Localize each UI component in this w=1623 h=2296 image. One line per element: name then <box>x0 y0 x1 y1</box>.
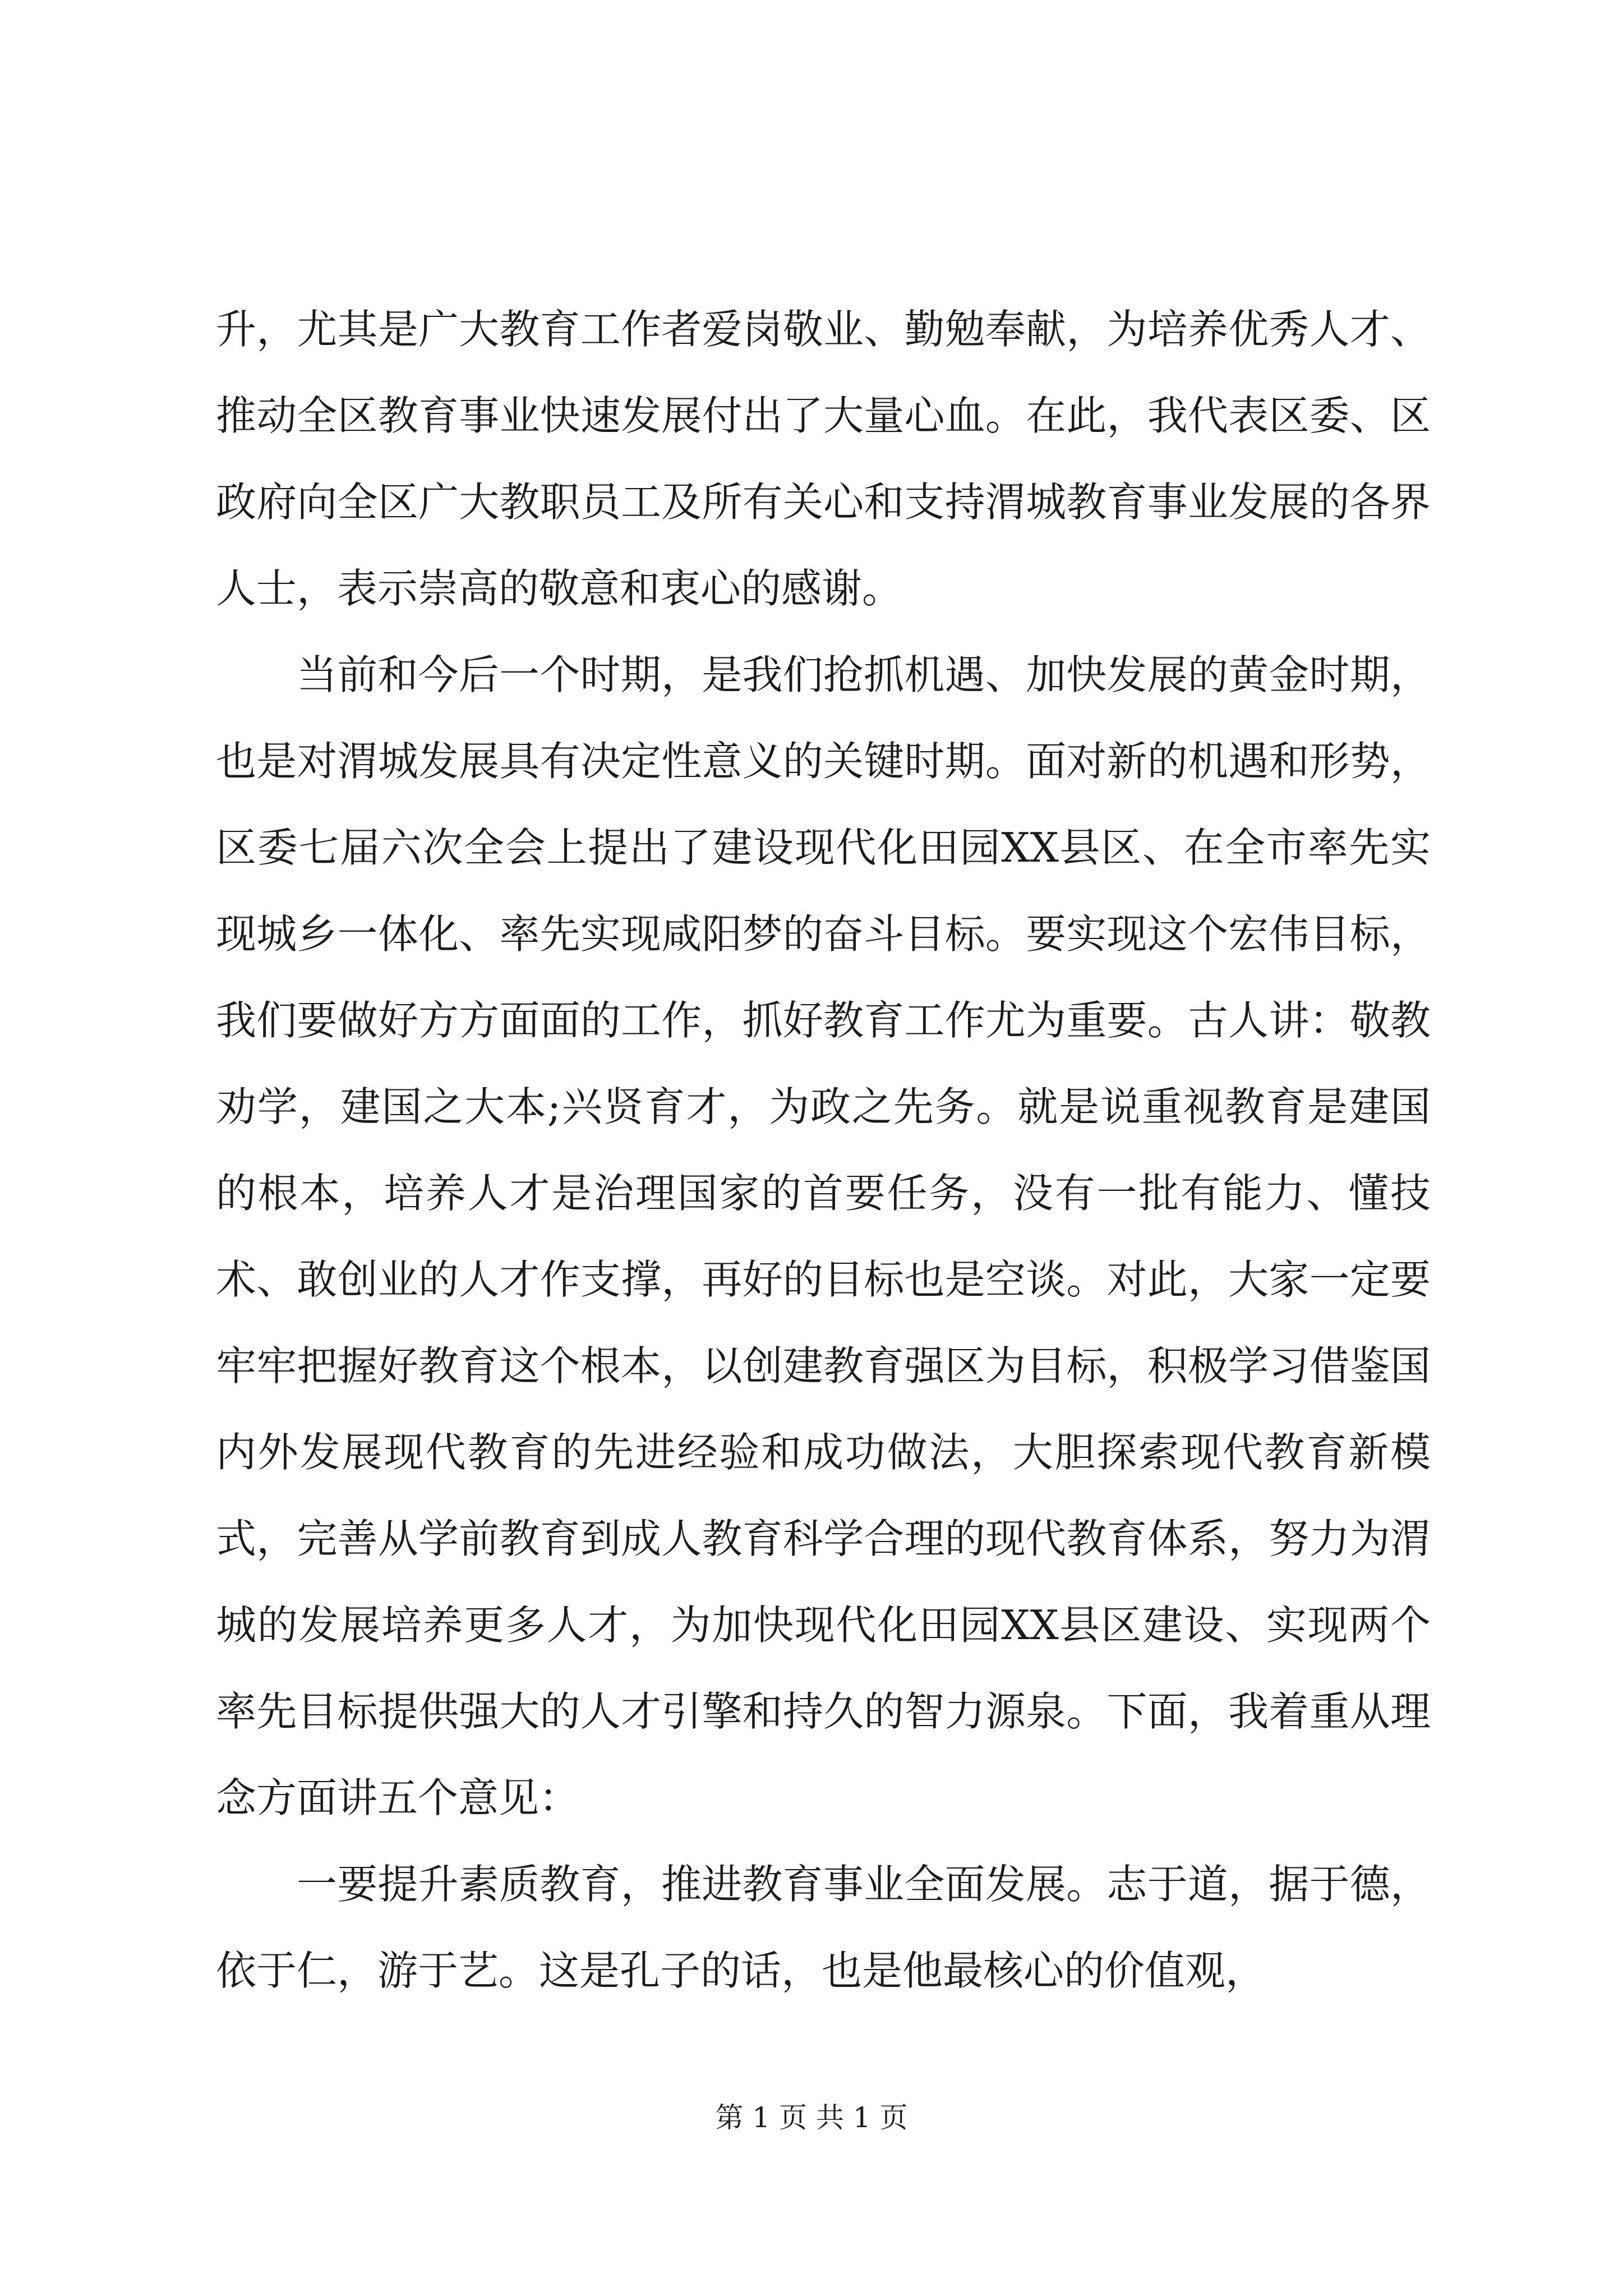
paragraph-1: 升，尤其是广大教育工作者爱岗敬业、勤勉奉献，为培养优秀人才、推动全区教育事业快速发展付出了大量心血。在此，我代表区委、区政府向全区广大教职员工及所有关心和支持渭城教育事业发展的各界人士，表示崇高的敬意和衷心的感谢。 <box>216 306 1431 612</box>
page-number-label: 第 1 页 共 1 页 <box>715 2101 908 2134</box>
paragraph-2: 当前和今后一个时期，是我们抢抓机遇、加快发展的黄金时期，也是对渭城发展具有决定性意义的关键时期。面对新的机遇和形势，区委七届六次全会上提出了建设现代化田园XX县区、在全市率先实现城乡一体化、率先实现咸阳梦的奋斗目标。要实现这个宏伟目标，我们要做好方方面面的工作，抓好教育工作尤为重要。古人讲：敬教劝学，建国之大本;兴贤育才，为政之先务。就是说重视教育是建国的根本，培养人才是治理国家的首要任务，没有一批有能力、懂技术、敢创业的人才作支撑，再好的目标也是空谈。对此，大家一定要牢牢把握好教育这个根本，以创建教育强区为目标，积极学习借鉴国内外发展现代教育的先进经验和成功做法，大胆探索现代教育新模式，完善从学前教育到成人教育科学合理的现代教育体系，努力为渭城的发展培养更多人才，为加快现代化田园XX县区建设、实现两个率先目标提供强大的人才引擎和持久的智力源泉。下面，我着重从理念方面讲五个意见： <box>216 651 1431 1821</box>
page-footer <box>0 2098 1623 2137</box>
document-body <box>216 286 1431 2014</box>
paragraph-3: 一要提升素质教育，推进教育事业全面发展。志于道，据于德，依于仁，游于艺。这是孔子的话，也是他最核心的价值观， <box>216 1861 1431 1994</box>
